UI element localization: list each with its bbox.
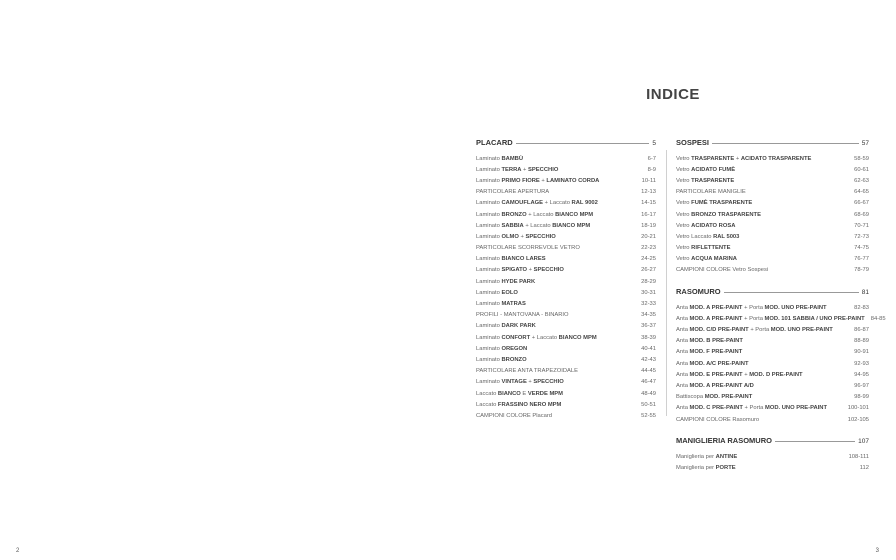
column-divider [666, 150, 667, 416]
entry-pages: 92-93 [854, 360, 869, 367]
entry-label [676, 327, 833, 333]
index-entry[interactable] [476, 243, 656, 254]
entry-label-text: CAMPIONI COLORE Vetro Sospesi [676, 267, 769, 274]
entry-pages: 50-51 [641, 401, 656, 408]
index-entry[interactable] [676, 220, 869, 231]
entry-label [476, 379, 564, 385]
entry-label [476, 357, 527, 363]
entry-label-bold: MOD. A/C PRE-PAINT [689, 360, 749, 367]
entry-label-text: Laminato [476, 379, 502, 386]
entry-pages: 108-111 [848, 453, 869, 460]
entry-label-bold: MOD. C/D PRE-PAINT [689, 327, 749, 334]
index-entry[interactable] [676, 302, 869, 313]
section-page: 5 [652, 140, 656, 147]
entry-pages: 74-75 [854, 245, 869, 252]
entry-label-text: Laminato [476, 289, 502, 296]
index-entry[interactable] [676, 198, 869, 209]
index-entry[interactable] [676, 403, 869, 414]
entry-label-text: Laminato [476, 323, 502, 330]
entry-label-bold: SPIGATO [501, 267, 528, 274]
index-entry[interactable] [476, 343, 656, 354]
entry-label-bold: ACIDATO FUMÈ [691, 166, 736, 173]
index-entry[interactable] [676, 254, 869, 265]
entry-label-text: + [526, 379, 534, 386]
entry-pages: 22-23 [641, 245, 656, 252]
index-entry[interactable] [676, 369, 869, 380]
index-entry[interactable] [676, 231, 869, 242]
index-entry[interactable] [476, 220, 656, 231]
entry-label-bold: TRASPARENTE [691, 155, 735, 162]
entry-label-bold: TRASPARENTE [691, 177, 735, 184]
entry-label [676, 372, 803, 378]
index-entry[interactable] [476, 187, 656, 198]
index-entry[interactable] [476, 276, 656, 287]
entry-pages: 66-67 [854, 200, 869, 207]
entry-label [676, 383, 754, 389]
index-entry[interactable] [676, 392, 869, 403]
index-entry[interactable] [476, 287, 656, 298]
entry-pages: 46-47 [641, 379, 656, 386]
index-section [676, 431, 869, 473]
entry-label [476, 212, 593, 218]
entry-label-text: PARTICOLARE SCORREVOLE VETRO [476, 245, 580, 252]
entry-label-text: Vetro [676, 177, 692, 184]
entry-label-bold: VERDE MPM [527, 390, 563, 397]
entry-label-bold: SPECCHIO [533, 379, 564, 386]
entry-label-text: Laccato [476, 401, 498, 408]
entry-pages: 62-63 [854, 177, 869, 184]
entry-label-text: + [518, 233, 526, 240]
entry-label-text: Laminato [476, 278, 502, 285]
entry-label [676, 178, 734, 184]
index-entry[interactable] [476, 410, 656, 421]
entry-pages: 98-99 [854, 394, 869, 401]
entry-label-bold: OLMO [501, 233, 519, 240]
entry-label-bold: SABBIA [501, 222, 524, 229]
entry-label-text: Anta [676, 360, 690, 367]
entry-label-text: Vetro [676, 166, 692, 173]
entry-label-bold: MOD. UNO PRE-PAINT [770, 327, 833, 334]
entry-pages: 94-95 [854, 371, 869, 378]
entry-label-bold: MOD. A PRE-PAINT [689, 315, 743, 322]
index-entry[interactable] [476, 321, 656, 332]
index-entry[interactable] [476, 298, 656, 309]
entry-pages: 68-69 [854, 211, 869, 218]
entry-label-text: Anta [676, 315, 690, 322]
entry-label-bold: ANTINE [715, 453, 738, 460]
entry-label-bold: MOD. D PRE-PAINT [749, 371, 803, 378]
index-entry[interactable] [676, 209, 869, 220]
entry-pages: 28-29 [641, 278, 656, 285]
entry-label-bold: ACIDATO TRASPARENTE [740, 155, 812, 162]
entry-label-text: + Porta [742, 304, 765, 311]
entry-pages: 82-83 [854, 304, 869, 311]
entry-label-bold: MOD. PRE-PAINT [704, 394, 753, 401]
entry-label [476, 368, 578, 374]
index-section [476, 133, 656, 422]
index-entry[interactable] [676, 164, 869, 175]
entry-label-text: + [527, 267, 534, 274]
entry-label [676, 361, 748, 367]
index-entry[interactable] [476, 198, 656, 209]
entry-label-text: Vetro [676, 256, 692, 263]
entry-label [676, 167, 735, 173]
entry-label-text: + [539, 177, 547, 184]
index-section [676, 282, 886, 425]
entry-label [676, 405, 827, 411]
entry-pages: 48-49 [641, 390, 656, 397]
index-entry[interactable] [676, 265, 869, 276]
entry-label-bold: MOD. UNO PRE-PAINT [764, 304, 827, 311]
entry-label [676, 465, 736, 471]
entry-label-text: Laminato [476, 222, 502, 229]
entry-label [476, 156, 523, 162]
entry-label-text: + Porta [742, 405, 765, 412]
entry-label-text: Laminato [476, 345, 502, 352]
entry-label-text: Vetro [676, 211, 692, 218]
entry-label-text: Laminato [476, 211, 502, 218]
entry-label-bold: BIANCO MPM [552, 222, 591, 229]
entry-label-bold: CAMOUFLAGE [501, 200, 544, 207]
entry-label-bold: RAL 5003 [713, 233, 740, 240]
index-entry[interactable] [476, 231, 656, 242]
entry-label [676, 245, 730, 251]
entry-label-bold: LAMINATO CORDA [546, 177, 600, 184]
entry-label-text: Laminato [476, 166, 502, 173]
entry-label-text: CAMPIONI COLORE Placard [476, 412, 553, 419]
section-title: PLACARD [476, 138, 513, 147]
entry-label-text: + Laccato [530, 334, 559, 341]
entry-label-bold: ACQUA MARINA [691, 256, 737, 263]
entry-label-bold: MOD. C PRE-PAINT [689, 405, 743, 412]
index-section [676, 133, 869, 276]
index-entry[interactable] [476, 388, 656, 399]
index-entry[interactable] [676, 347, 869, 358]
entry-label [676, 267, 768, 273]
entry-label-bold: MOD. F PRE-PAINT [689, 349, 743, 356]
entry-label-bold: ACIDATO ROSA [691, 222, 736, 229]
entry-pages: 32-33 [641, 301, 656, 308]
index-entry[interactable] [476, 254, 656, 265]
entry-label-bold: PRIMO FIORE [501, 177, 540, 184]
entry-label [476, 245, 580, 251]
entry-label-text: Laminato [476, 256, 502, 263]
leader-line [775, 440, 855, 442]
entry-label-text: Laminato [476, 267, 502, 274]
entry-label [676, 189, 746, 195]
index-entry[interactable] [476, 175, 656, 186]
index-entry[interactable] [676, 462, 869, 473]
entry-label-text: Laminato [476, 200, 502, 207]
section-page: 57 [861, 140, 869, 147]
entry-label-bold: PORTE [715, 464, 736, 471]
entry-label-text: Battiscopa [676, 394, 705, 401]
section-page: 107 [858, 438, 869, 446]
entry-label [676, 200, 752, 206]
index-entry[interactable] [676, 414, 869, 425]
entry-label-text: Anta [676, 405, 690, 412]
entry-label-bold: RIFLETTENTE [691, 245, 731, 252]
entry-label-text: Anta [676, 304, 690, 311]
entry-pages: 52-55 [641, 412, 656, 419]
index-entry[interactable] [676, 243, 869, 254]
entry-pages: 34-35 [641, 312, 656, 319]
entry-label-text: Laminato [476, 301, 502, 308]
entry-pages: 18-19 [641, 222, 656, 229]
entry-label-text: Laccato [476, 390, 498, 397]
entry-pages: 72-73 [854, 233, 869, 240]
index-right-column [676, 133, 886, 480]
index-entry[interactable] [476, 164, 656, 175]
entry-label-bold: FRASSINO NERO MPM [497, 401, 562, 408]
section-heading [476, 133, 656, 147]
entry-label-text: Vetro [676, 245, 692, 252]
entry-label-bold: HYDE PARK [501, 278, 536, 285]
entry-label [676, 156, 811, 162]
entry-pages: 16-17 [641, 211, 656, 218]
entry-pages: 88-89 [854, 338, 869, 345]
entry-label [476, 290, 518, 296]
entry-label-text: Maniglieria per [676, 453, 716, 460]
entry-label [476, 335, 597, 341]
entry-label-bold: SPECCHIO [525, 233, 556, 240]
entry-label-bold: SPECCHIO [528, 166, 559, 173]
entry-label [476, 167, 558, 173]
entry-label-bold: MATRAS [501, 301, 526, 308]
entry-label-bold: EOLO [501, 289, 518, 296]
entry-pages: 102-105 [847, 416, 869, 423]
entry-label-bold: BIANCO LARES [501, 256, 546, 263]
leader-line [516, 142, 650, 144]
entry-pages: 100-101 [847, 405, 869, 412]
entry-label-bold: BRONZO [501, 356, 527, 363]
entry-pages: 10-11 [641, 177, 656, 184]
entry-label-bold: MOD. UNO PRE-PAINT [764, 405, 828, 412]
index-entry[interactable] [676, 324, 869, 335]
entry-pages: 64-65 [854, 189, 869, 196]
entry-label-bold: SPECCHIO [533, 267, 564, 274]
leader-line [712, 142, 859, 144]
entry-pages: 96-97 [854, 382, 869, 389]
entry-pages: 112 [859, 464, 869, 471]
entry-label-bold: MOD. B PRE-PAINT [689, 338, 743, 345]
entry-pages: 36-37 [641, 323, 656, 330]
entry-label [676, 234, 739, 240]
entry-label [676, 256, 737, 262]
entry-label-text: Laminato [476, 356, 502, 363]
entry-label-bold: MOD. E PRE-PAINT [689, 371, 743, 378]
entry-label [476, 402, 561, 408]
entry-label-text: + Laccato [543, 200, 572, 207]
entry-pages: 8-9 [647, 166, 656, 173]
entry-label-text: PARTICOLARE APERTURA [476, 189, 550, 196]
entry-label-bold: DARK PARK [501, 323, 536, 330]
entry-label [476, 346, 527, 352]
entry-label [676, 212, 761, 218]
entry-label-text: Anta [676, 338, 690, 345]
entry-label-text: + [742, 371, 750, 378]
entry-label-text: Vetro [676, 222, 692, 229]
entry-label-bold: BAMBÙ [501, 155, 524, 162]
entry-label-text: Laminato [476, 334, 502, 341]
entry-label-bold: BRONZO [501, 211, 527, 218]
index-entry[interactable] [476, 399, 656, 410]
entry-label [476, 256, 546, 262]
entry-label [476, 200, 598, 206]
entry-label [676, 223, 735, 229]
entry-label-bold: VINTAGE [501, 379, 527, 386]
entry-pages: 70-71 [854, 222, 869, 229]
entry-label [476, 223, 590, 229]
index-left-column [476, 133, 656, 428]
entry-label [676, 454, 737, 460]
entry-label-text: Anta [676, 349, 690, 356]
index-entry[interactable] [476, 265, 656, 276]
index-entry[interactable] [476, 153, 656, 164]
entry-label-bold: MOD. A PRE-PAINT [689, 304, 743, 311]
index-entry[interactable] [476, 209, 656, 220]
entry-label-bold: CONFORT [501, 334, 531, 341]
entry-pages: 12-13 [641, 189, 656, 196]
section-title: RASOMURO [676, 287, 721, 297]
index-entry[interactable] [476, 332, 656, 343]
entry-label [476, 312, 569, 318]
entry-label-text: Laminato [476, 177, 502, 184]
section-heading [676, 282, 869, 296]
entry-label [676, 349, 742, 355]
entry-label-text: CAMPIONI COLORE Rasomuro [676, 416, 760, 423]
entry-label [476, 301, 526, 307]
index-entry[interactable] [676, 380, 869, 391]
entry-label [676, 316, 865, 322]
entry-pages: 20-21 [641, 233, 656, 240]
entry-pages: 44-45 [641, 368, 656, 375]
entry-pages: 78-79 [854, 267, 869, 274]
entry-label-text: Laminato [476, 233, 502, 240]
entry-label-text: Vetro Laccato [676, 233, 714, 240]
entry-pages: 6-7 [647, 155, 656, 162]
entry-pages: 58-59 [854, 155, 869, 162]
entry-label-bold: FUMÈ TRASPARENTE [691, 200, 753, 207]
entry-label [476, 413, 552, 419]
index-entry[interactable] [476, 377, 656, 388]
entry-label-text: Vetro [676, 200, 692, 207]
index-entry[interactable] [476, 366, 656, 377]
entry-label [476, 189, 549, 195]
entry-label-text: Vetro [676, 155, 692, 162]
entry-label-text: Anta [676, 382, 690, 389]
entry-pages: 86-87 [854, 327, 869, 334]
index-entry[interactable] [476, 354, 656, 365]
entry-label [476, 178, 599, 184]
entry-label-text: Maniglieria per [676, 464, 716, 471]
entry-label [676, 338, 743, 344]
entry-label-text: PARTICOLARE MANIGLIE [676, 189, 746, 196]
entry-label-text: + Laccato [526, 211, 556, 218]
entry-label-bold: BIANCO [497, 390, 521, 397]
entry-label [476, 323, 536, 329]
index-entry[interactable] [676, 187, 869, 198]
entry-label [676, 394, 752, 400]
entry-label-bold: RAL 9002 [571, 200, 598, 207]
entry-pages: 76-77 [854, 256, 869, 263]
entry-label-text: + Porta [748, 327, 771, 334]
index-entry[interactable] [676, 313, 886, 324]
entry-label-text: PROFILI - MANTOVANA - BINARIO [476, 312, 569, 319]
section-page: 81 [861, 289, 869, 297]
page-number-left: 2 [16, 548, 20, 554]
entry-pages: 14-15 [641, 200, 656, 207]
entry-label-text: E [520, 390, 528, 397]
index-entry[interactable] [676, 336, 869, 347]
entry-pages: 84-85 [870, 315, 886, 322]
entry-label [676, 417, 759, 423]
entry-pages: 30-31 [641, 289, 656, 296]
entry-label [476, 234, 556, 240]
entry-label-bold: MOD. A PRE-PAINT A/D [689, 382, 754, 389]
entry-label [476, 279, 535, 285]
entry-pages: 40-41 [641, 345, 656, 352]
index-entry[interactable] [476, 310, 656, 321]
entry-label-bold: OREGON [501, 345, 528, 352]
index-entry[interactable] [676, 153, 869, 164]
section-title: MANIGLIERIA RASOMURO [676, 436, 772, 446]
index-entry[interactable] [676, 358, 869, 369]
entry-label-text: PARTICOLARE ANTA TRAPEZOIDALE [476, 368, 579, 375]
entry-label-text: Anta [676, 371, 690, 378]
entry-pages: 42-43 [641, 356, 656, 363]
entry-label-text: + [521, 166, 529, 173]
leader-line [724, 291, 859, 293]
entry-label [676, 305, 827, 311]
entry-label-bold: TERRA [501, 166, 522, 173]
entry-label-text: Laminato [476, 155, 502, 162]
section-heading [676, 133, 869, 147]
entry-label [476, 391, 563, 397]
entry-label-bold: MOD. 101 SABBIA / UNO PRE-PAINT [764, 315, 865, 322]
section-title: SOSPESI [676, 138, 709, 147]
page-title: INDICE [646, 86, 700, 103]
entry-label-bold: BIANCO MPM [555, 211, 594, 218]
entry-label-bold: BIANCO MPM [558, 334, 597, 341]
entry-pages: 90-91 [854, 349, 869, 356]
entry-pages: 26-27 [641, 267, 656, 274]
entry-label-text: Anta [676, 327, 690, 334]
entry-label-text: + Porta [742, 315, 765, 322]
entry-label [476, 267, 564, 273]
entry-label-text: + [734, 155, 741, 162]
entry-pages: 60-61 [854, 166, 869, 173]
entry-pages: 24-25 [641, 256, 656, 263]
entry-label-text: + Laccato [523, 222, 553, 229]
entry-label-bold: BRONZO TRASPARENTE [691, 211, 761, 218]
entry-pages: 38-39 [641, 334, 656, 341]
index-entry[interactable] [676, 451, 869, 462]
section-heading [676, 431, 869, 445]
page-number-right: 3 [875, 548, 879, 554]
index-entry[interactable] [676, 175, 869, 186]
